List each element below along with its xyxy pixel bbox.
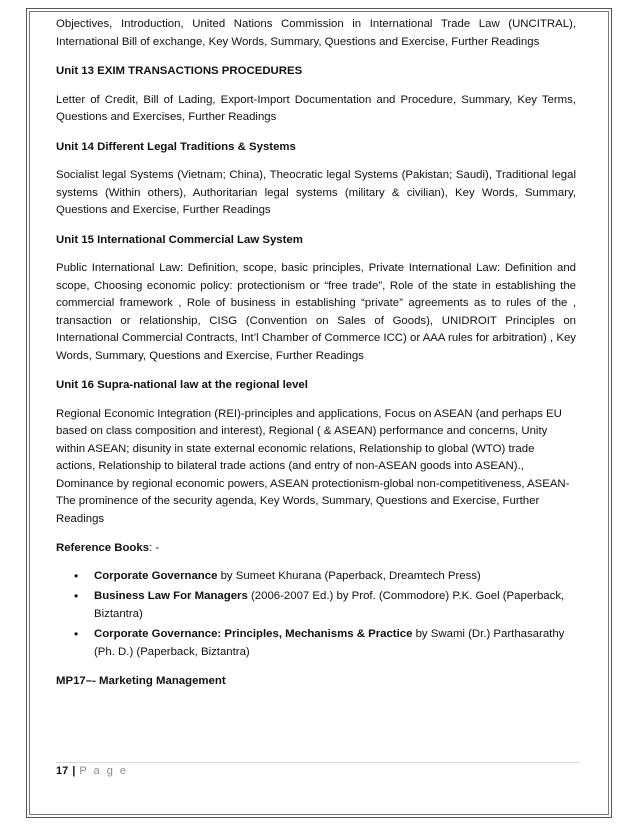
intro-paragraph: Objectives, Introduction, United Nations Commission in International Trade Law (UNCITRAL), International Bill of exchange, Key Words, Summary, Questions and Exercise, Further Readings bbox=[56, 18, 576, 48]
reference-books-suffix: : - bbox=[149, 542, 160, 554]
bullet-icon: • bbox=[74, 568, 79, 583]
unit-13-heading: Unit 13 EXIM TRANSACTIONS PROCEDURES bbox=[56, 65, 303, 77]
book-title: Corporate Governance: Principles, Mechanisms & Practice bbox=[94, 628, 413, 640]
unit-15-heading: Unit 15 International Commercial Law System bbox=[56, 233, 303, 246]
book-title: Business Law For Managers bbox=[94, 590, 248, 602]
page-content bbox=[56, 16, 576, 702]
reference-books-list bbox=[56, 568, 576, 662]
page-number: 17 bbox=[56, 765, 69, 777]
unit-15-body: Public International Law: Definition, scope, basic principles, Private International Law: Definition and scope, Choosing economic policy: protectionism or “free trade”, Role of the state in establishing the commercial framework , Role of business in establishing “private” agreements as to rules of the , transaction or relationship, CISG (Convention on Sales of Goods), UNIDROIT Principles on International Commercial Contracts, Int’l Chamber of Commerce ICC) or AAA rules for arbitration) , Key Words, Summary, Questions and Exercise, Further Readings bbox=[56, 262, 576, 362]
reference-books-heading bbox=[56, 540, 576, 558]
page-label: P a g e bbox=[79, 765, 128, 777]
reference-books-label: Reference Books bbox=[56, 542, 150, 554]
list-item bbox=[56, 568, 576, 586]
book-details: by Swami (Dr.) Parthasarathy (Ph. D.) (Paperback, Biztantra) bbox=[94, 628, 565, 658]
book-title: Corporate Governance bbox=[94, 569, 218, 582]
next-section-heading: MP17–- Marketing Management bbox=[56, 675, 226, 687]
book-details: by Sumeet Khurana (Paperback, Dreamtech Press) bbox=[217, 569, 481, 582]
list-item bbox=[56, 626, 576, 661]
unit-13-body: Letter of Credit, Bill of Lading, Export-Import Documentation and Procedure, Summary, Key Terms, Questions and Exercises, Further Readings bbox=[56, 93, 576, 123]
bullet-icon: • bbox=[74, 627, 79, 641]
unit-16-body: Regional Economic Integration (REI)-principles and applications, Focus on ASEAN (and perhaps EU based on class composition and interest), Regional ( & ASEAN) performance and concerns, Unity within ASEAN; disunity in state external economic relations, Relationship to global (WTO) trade actions, Relationship to bilateral trade actions (and entry of non-ASEAN goods into ASEAN)., Dominance by regional economic powers, ASEAN protectionism-global non-competitiveness, ASEAN-The prominence of the security agenda, Key Words, Summary, Questions and Exercise, Further Readings bbox=[56, 407, 570, 525]
unit-16-heading: Unit 16 Supra-national law at the regional level bbox=[56, 379, 308, 391]
footer-separator: | bbox=[72, 765, 76, 777]
book-details: (2006-2007 Ed.) by Prof. (Commodore) P.K. Goel (Paperback, Biztantra) bbox=[94, 590, 565, 620]
unit-14-heading: Unit 14 Different Legal Traditions & Systems bbox=[56, 140, 296, 153]
unit-14-body: Socialist legal Systems (Vietnam; China), Theocratic legal Systems (Pakistan; Saudi), Traditional legal systems (Within others), Authoritarian legal systems (military & civilian), Key Words, Summary, Questions and Exercise, Further Readings bbox=[56, 169, 576, 216]
list-item bbox=[56, 588, 576, 623]
bullet-icon: • bbox=[74, 589, 79, 603]
page-footer bbox=[56, 762, 580, 777]
